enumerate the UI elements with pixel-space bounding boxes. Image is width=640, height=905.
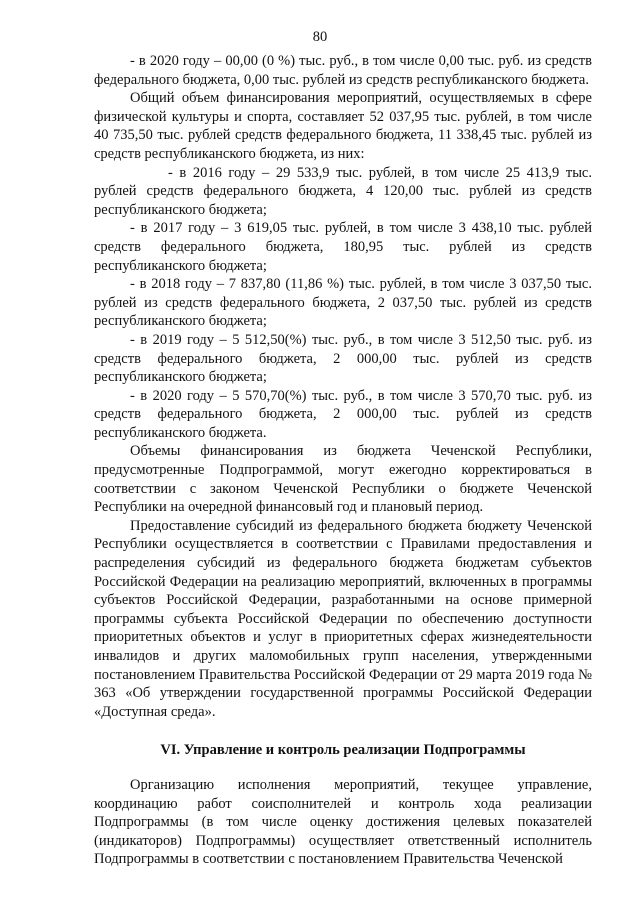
paragraph-total-financing: Общий объем финансирования мероприятий, осуществляемых в сфере физической культуры и спорта, составляет 52 037,95 тыс. рублей, в том числе 40 735,50 тыс. рублей средств федерального бюджета, 11 338,45 тыс. рублей из средств республиканского бюджета, из них:: [94, 90, 592, 162]
page-number: 80: [312, 29, 328, 45]
section-heading: VI. Управление и контроль реализации Подпрограммы: [160, 742, 526, 759]
paragraph-2018-amount: - в 2018 году – 7 837,80 (11,86 %) тыс. рублей, в том числе 3 037,50 тыс. рублей из средств федерального бюджета, 2 037,50 тыс. рублей из средств республиканского бюджета;: [94, 276, 592, 330]
paragraph-management: Организацию исполнения мероприятий, текущее управление, координацию работ соисполнителей и контроль хода реализации Подпрограммы (в том числе оценку достижения целевых показателей (индикаторов) Подпрограммы) осуществляет ответственный исполнитель Подпрограммы в соответствии с постановлением Правительства Чеченской: [94, 776, 592, 868]
paragraph-2020-federal-zero: - в 2020 году – 00,00 (0 %) тыс. руб., в том числе 0,00 тыс. руб. из средств федерального бюджета, 0,00 тыс. рублей из средств республиканского бюджета.: [94, 53, 592, 88]
paragraph-2019-amount: - в 2019 году – 5 512,50(%) тыс. руб., в том числе 3 512,50 тыс. руб. из средств федерального бюджета, 2 000,00 тыс. рублей из средств республиканского бюджета;: [94, 331, 592, 386]
paragraph-2016-amount: - в 2016 году – 29 533,9 тыс. рублей, в том числе 25 413,9 тыс. рублей средств федерального бюджета, 4 120,00 тыс. рублей из средств республиканского бюджета;: [94, 164, 592, 218]
paragraph-2020-amount: - в 2020 году – 5 570,70(%) тыс. руб., в том числе 3 570,70 тыс. руб. из средств федерального бюджета, 2 000,00 тыс. рублей из средств республиканского бюджета.: [94, 387, 592, 441]
paragraph-budget-adjustment: Объемы финансирования из бюджета Чеченской Республики, предусмотренные Подпрограммой, могут ежегодно корректироваться в соответствии с законом Чеченской Республики о бюджете Чеченской Республики на очередной финансовый год и плановый период.: [94, 443, 592, 516]
body-text: [94, 52, 592, 869]
paragraph-subsidies: Предоставление субсидий из федерального бюджета бюджету Чеченской Республики осуществляется в соответствии с Правилами предоставления и распределения субсидий из федерального бюджета бюджетам субъектов Российской Федерации на реализацию мероприятий, включенных в программы субъектов Российской Федерации, разработанными на основе примерной программы субъекта Российской Федерации по обеспечению доступности приоритетных объектов и услуг в приоритетных сферах жизнедеятельности инвалидов и других маломобильных групп населения, утвержденными постановлением Правительства Российской Федерации от 29 марта 2019 года № 363 «Об утверждении государственной программы Российской Федерации «Доступная среда».: [94, 517, 592, 720]
paragraph-2017-amount: - в 2017 году – 3 619,05 тыс. рублей, в том числе 3 438,10 тыс. рублей средств федерального бюджета, 180,95 тыс. рублей из средств республиканского бюджета;: [94, 220, 592, 274]
